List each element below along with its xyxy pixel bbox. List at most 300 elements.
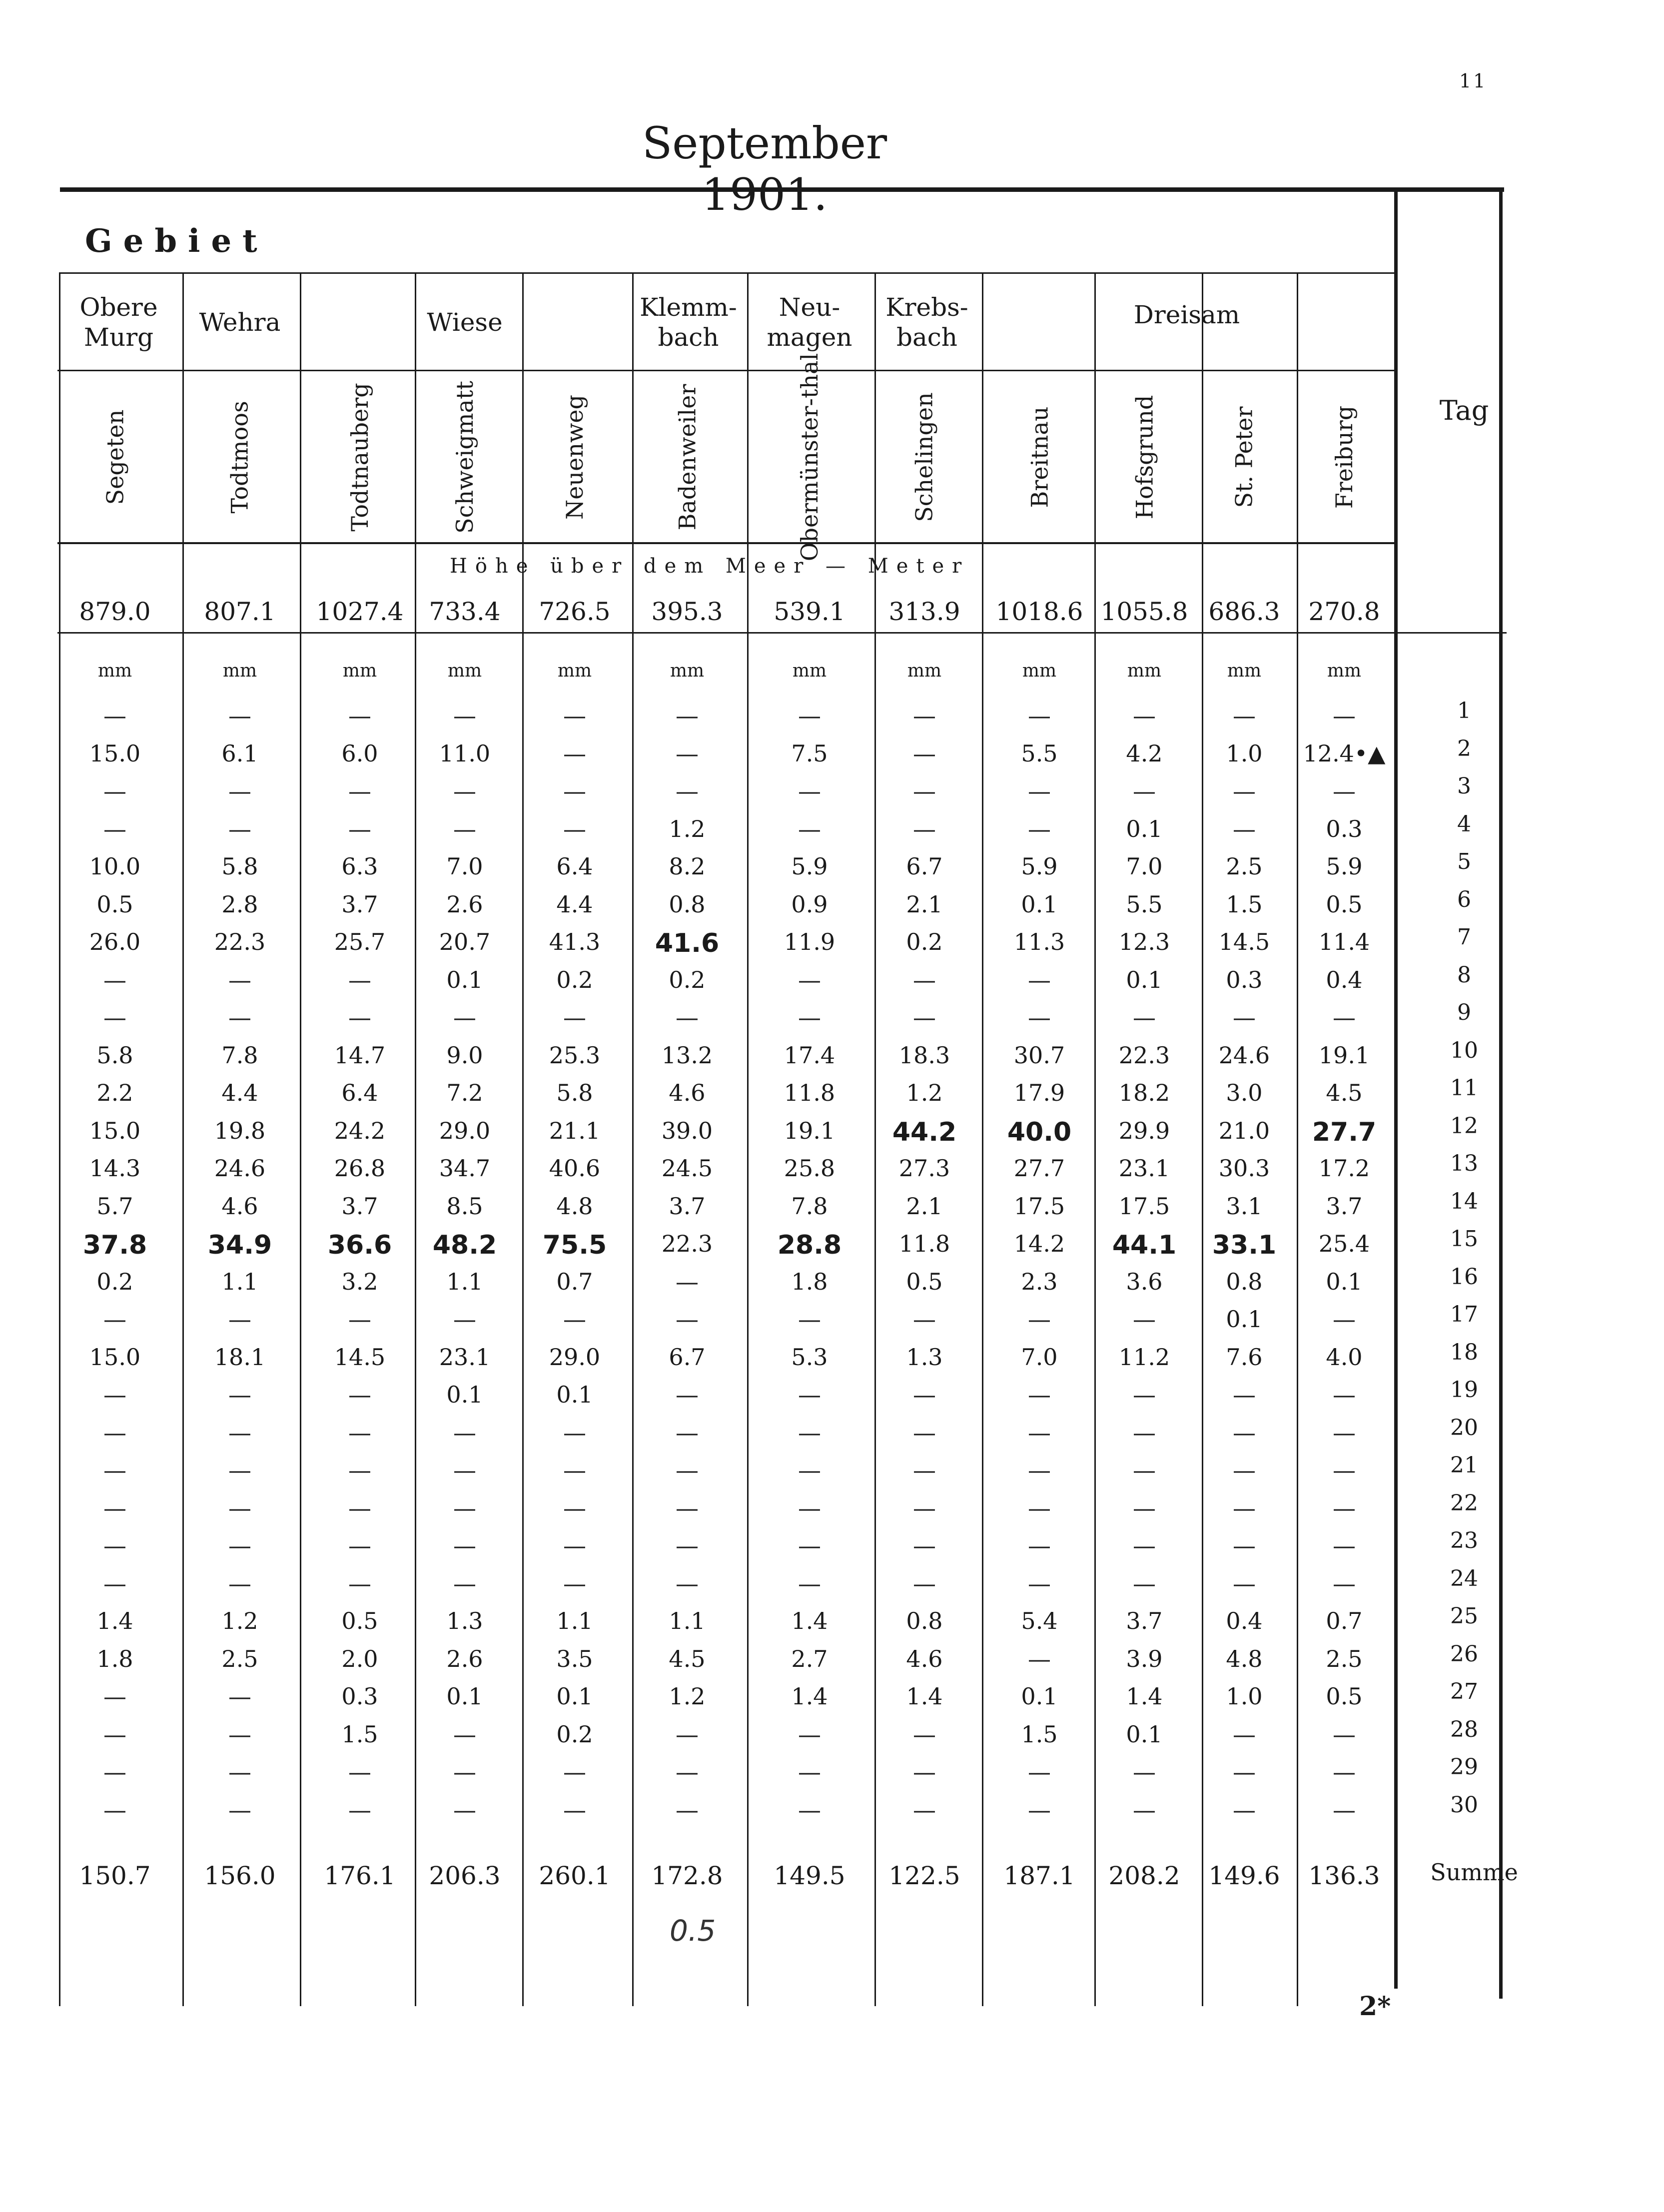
rainfall-value: — — [798, 1457, 821, 1483]
rainfall-value: — — [798, 1004, 821, 1031]
rainfall-value: 44.1 — [1112, 1230, 1177, 1260]
rainfall-value: — — [1028, 1419, 1051, 1446]
rainfall-value: — — [563, 740, 586, 767]
rainfall-value: — — [453, 1532, 476, 1559]
rainfall-value: — — [1333, 1721, 1356, 1748]
rainfall-value: 0.2 — [556, 1721, 593, 1748]
rainfall-value: — — [453, 1306, 476, 1333]
rainfall-value: 5.4 — [1021, 1607, 1058, 1634]
rainfall-value: — — [228, 815, 251, 842]
rainfall-value: — — [563, 777, 586, 804]
rainfall-value: — — [913, 1457, 936, 1483]
unit-label: mm — [670, 661, 705, 681]
rainfall-value: — — [563, 1796, 586, 1823]
unit-label: mm — [222, 661, 257, 681]
rainfall-value: — — [1028, 1532, 1051, 1559]
rainfall-value: 3.7 — [1326, 1193, 1363, 1220]
rainfall-value: 0.2 — [906, 928, 943, 955]
station-name: Todtmoos — [226, 401, 254, 514]
day-number: 4 — [1457, 811, 1471, 837]
column-sum: 136.3 — [1308, 1861, 1380, 1890]
rainfall-value: 1.1 — [446, 1268, 483, 1295]
rainfall-value: — — [453, 702, 476, 729]
unit-label: mm — [1227, 661, 1262, 681]
station-header — [1094, 375, 1194, 540]
rainfall-value: 1.5 — [1226, 891, 1263, 918]
rainfall-value: — — [453, 815, 476, 842]
rainfall-value: — — [798, 1796, 821, 1823]
station-elevation: 1055.8 — [1100, 597, 1188, 626]
rainfall-value: — — [1333, 1570, 1356, 1597]
rainfall-value: 5.8 — [556, 1079, 593, 1106]
day-number: 15 — [1450, 1226, 1478, 1252]
rainfall-value: 2.2 — [96, 1079, 133, 1106]
rainfall-value: 1.1 — [669, 1607, 706, 1634]
rainfall-value: 5.8 — [221, 853, 258, 880]
rainfall-value: 0.1 — [1021, 1683, 1058, 1710]
rainfall-value: — — [1133, 1570, 1156, 1597]
rainfall-value: — — [348, 1381, 371, 1408]
rainfall-value: 4.6 — [221, 1193, 258, 1220]
rainfall-value: — — [348, 1004, 371, 1031]
rainfall-value: 1.2 — [669, 1683, 706, 1710]
rainfall-value: 27.7 — [1312, 1117, 1377, 1147]
rainfall-value: — — [913, 1570, 936, 1597]
rainfall-value: 3.6 — [1126, 1268, 1163, 1295]
rainfall-value: — — [1333, 1004, 1356, 1031]
rainfall-value: 0.1 — [1126, 815, 1163, 842]
column-sum: 172.8 — [651, 1861, 723, 1890]
day-number: 8 — [1457, 962, 1471, 988]
rainfall-value: 1.3 — [906, 1344, 943, 1371]
day-number: 20 — [1450, 1415, 1478, 1441]
day-number: 5 — [1457, 849, 1471, 874]
rainfall-value: 2.6 — [446, 891, 483, 918]
rainfall-value: 0.5 — [1326, 1683, 1363, 1710]
day-number: 12 — [1450, 1113, 1478, 1139]
rainfall-value: — — [228, 966, 251, 993]
rainfall-value: 15.0 — [89, 1344, 141, 1371]
rainfall-value: 5.3 — [791, 1344, 828, 1371]
rainfall-value: — — [103, 1004, 126, 1031]
rainfall-value: 4.2 — [1126, 740, 1163, 767]
rainfall-value: — — [798, 1570, 821, 1597]
rainfall-value: — — [1028, 1796, 1051, 1823]
rainfall-value: 15.0 — [89, 1117, 141, 1144]
unit-label: mm — [907, 661, 942, 681]
station-elevation: 270.8 — [1308, 597, 1380, 626]
rainfall-value: — — [1233, 1570, 1256, 1597]
rainfall-value: 3.7 — [341, 1193, 378, 1220]
rainfall-value: — — [103, 1381, 126, 1408]
rainfall-value: — — [348, 777, 371, 804]
rainfall-value: 7.2 — [446, 1079, 483, 1106]
rainfall-value: 11.2 — [1118, 1344, 1170, 1371]
day-number: 22 — [1450, 1490, 1478, 1516]
rainfall-value: 3.9 — [1126, 1645, 1163, 1672]
page-title: September 1901. — [642, 117, 887, 220]
station-header — [310, 375, 410, 540]
rainfall-value: 19.8 — [214, 1117, 266, 1144]
page-number: 11 — [1459, 70, 1488, 92]
rainfall-value: 13.2 — [661, 1042, 713, 1069]
day-number: 19 — [1450, 1377, 1478, 1403]
rainfall-value: — — [1233, 1004, 1256, 1031]
rainfall-value: 18.2 — [1118, 1079, 1170, 1106]
station-name: Todtnauberg — [346, 383, 373, 532]
rainfall-value: 5.7 — [96, 1193, 133, 1220]
rainfall-value: 40.0 — [1007, 1117, 1072, 1147]
rainfall-value: 0.2 — [96, 1268, 133, 1295]
rainfall-value: — — [913, 966, 936, 993]
rainfall-value: — — [1233, 1532, 1256, 1559]
region-header: Krebs-bach — [885, 293, 968, 352]
rainfall-value: — — [563, 1457, 586, 1483]
rainfall-value: — — [1233, 1796, 1256, 1823]
rainfall-value: — — [1333, 1457, 1356, 1483]
rainfall-value: 34.7 — [439, 1155, 491, 1182]
rainfall-value: — — [563, 1532, 586, 1559]
rainfall-value: 24.6 — [214, 1155, 266, 1182]
rainfall-value: — — [453, 1419, 476, 1446]
rainfall-value: 2.5 — [1326, 1645, 1363, 1672]
rainfall-value: 7.0 — [446, 853, 483, 880]
station-elevation: 539.1 — [774, 597, 845, 626]
station-name: St. Peter — [1231, 406, 1258, 508]
rainfall-value: 6.3 — [341, 853, 378, 880]
rainfall-value: 0.1 — [1126, 1721, 1163, 1748]
rainfall-value: 26.8 — [334, 1155, 386, 1182]
rainfall-value: — — [228, 1532, 251, 1559]
rainfall-value: — — [1233, 1381, 1256, 1408]
rainfall-value: 3.2 — [341, 1268, 378, 1295]
station-name: Neuenweg — [561, 395, 588, 520]
rainfall-value: 11.8 — [784, 1079, 835, 1106]
rainfall-value: — — [676, 1494, 699, 1521]
station-elevation: 807.1 — [204, 597, 276, 626]
rainfall-value: 2.0 — [341, 1645, 378, 1672]
rainfall-value: 34.9 — [207, 1230, 272, 1260]
rainfall-value: 36.6 — [327, 1230, 392, 1260]
rainfall-value: 1.4 — [791, 1607, 828, 1634]
rainfall-value: 5.5 — [1126, 891, 1163, 918]
rainfall-value: 6.1 — [221, 740, 258, 767]
rainfall-value: — — [913, 1381, 936, 1408]
rainfall-value: 6.7 — [906, 853, 943, 880]
rainfall-value: — — [1233, 1758, 1256, 1785]
rainfall-value: — — [103, 777, 126, 804]
rainfall-value: — — [228, 777, 251, 804]
rainfall-value: 1.3 — [446, 1607, 483, 1634]
rainfall-value: — — [228, 1721, 251, 1748]
rainfall-value: 2.8 — [221, 891, 258, 918]
station-header — [874, 375, 974, 540]
rainfall-value: 14.7 — [334, 1042, 386, 1069]
rainfall-value: 0.8 — [1226, 1268, 1263, 1295]
rainfall-value: 0.3 — [341, 1683, 378, 1710]
rainfall-value: — — [348, 1532, 371, 1559]
rainfall-value: — — [676, 1721, 699, 1748]
rainfall-value: 4.6 — [669, 1079, 706, 1106]
page-footer-signature: 2* — [1359, 1991, 1391, 2022]
rainfall-value: — — [228, 1796, 251, 1823]
elevation-caption: Höhe über dem Meer — Meter — [450, 555, 970, 578]
rainfall-value: 0.3 — [1226, 966, 1263, 993]
rainfall-value: — — [676, 1268, 699, 1295]
station-header — [1294, 375, 1394, 540]
rainfall-value: — — [1333, 1306, 1356, 1333]
rainfall-value: — — [103, 1457, 126, 1483]
rainfall-value: 14.5 — [334, 1344, 386, 1371]
rainfall-value: — — [348, 1306, 371, 1333]
station-name: Schweigmatt — [451, 381, 479, 534]
rainfall-value: 37.8 — [82, 1230, 147, 1260]
rainfall-value: — — [348, 1457, 371, 1483]
rainfall-value: — — [676, 1570, 699, 1597]
column-sum: 156.0 — [204, 1861, 276, 1890]
rainfall-value: 22.3 — [214, 928, 266, 955]
rainfall-value: — — [798, 1419, 821, 1446]
rainfall-value: — — [913, 1532, 936, 1559]
station-header — [1194, 375, 1294, 540]
rainfall-value: — — [228, 1381, 251, 1408]
rainfall-value: 4.8 — [1226, 1645, 1263, 1672]
rainfall-value: 75.5 — [542, 1230, 607, 1260]
station-elevation: 313.9 — [888, 597, 960, 626]
rainfall-value: 0.1 — [1326, 1268, 1363, 1295]
rainfall-value: 2.7 — [791, 1645, 828, 1672]
region-header: Neu-magen — [767, 293, 852, 352]
rainfall-value: — — [228, 1570, 251, 1597]
sum-label: Summe — [1430, 1859, 1518, 1886]
rainfall-value: 17.5 — [1013, 1193, 1065, 1220]
rainfall-value: — — [676, 1419, 699, 1446]
rainfall-value: — — [1133, 1419, 1156, 1446]
rainfall-value: — — [348, 1419, 371, 1446]
rainfall-value: 3.0 — [1226, 1079, 1263, 1106]
rainfall-value: 25.3 — [549, 1042, 601, 1069]
day-number: 21 — [1450, 1453, 1478, 1478]
rainfall-value: 17.9 — [1013, 1079, 1065, 1106]
rainfall-value: 7.0 — [1126, 853, 1163, 880]
rainfall-value: 19.1 — [784, 1117, 835, 1144]
rainfall-value: — — [103, 1419, 126, 1446]
station-name: Hofsgrund — [1131, 395, 1158, 520]
rainfall-value: 11.9 — [784, 928, 835, 955]
rainfall-value: 14.3 — [89, 1155, 141, 1182]
station-elevation: 1027.4 — [316, 597, 404, 626]
rainfall-value: — — [453, 1494, 476, 1521]
unit-label: mm — [447, 661, 482, 681]
rainfall-value: — — [913, 702, 936, 729]
rainfall-value: 0.1 — [1021, 891, 1058, 918]
rainfall-value: — — [1233, 1419, 1256, 1446]
rainfall-value: 25.7 — [334, 928, 386, 955]
rainfall-value: — — [228, 1683, 251, 1710]
rainfall-value: — — [1028, 777, 1051, 804]
rainfall-value: — — [1133, 1004, 1156, 1031]
gebiet-label: Gebiet — [85, 222, 268, 260]
rainfall-value: — — [1028, 1494, 1051, 1521]
rainfall-value: — — [1028, 1306, 1051, 1333]
rainfall-value: 4.4 — [221, 1079, 258, 1106]
rainfall-value: — — [1028, 1381, 1051, 1408]
unit-label: mm — [792, 661, 827, 681]
rainfall-value: 1.1 — [556, 1607, 593, 1634]
rainfall-value: — — [103, 1494, 126, 1521]
rainfall-value: 2.5 — [221, 1645, 258, 1672]
rainfall-value: — — [453, 1721, 476, 1748]
rainfall-value: — — [798, 815, 821, 842]
rainfall-value: — — [1333, 1796, 1356, 1823]
rainfall-value: — — [453, 1796, 476, 1823]
handwritten-note: 0.5 — [670, 1914, 716, 1948]
rainfall-value: 15.0 — [89, 740, 141, 767]
day-number: 25 — [1450, 1603, 1478, 1629]
rainfall-value: 1.5 — [1021, 1721, 1058, 1748]
region-header: Obere Murg — [79, 293, 158, 352]
rainfall-value: 6.4 — [556, 853, 593, 880]
rainfall-value: 0.9 — [791, 891, 828, 918]
rainfall-value: — — [1028, 702, 1051, 729]
rainfall-value: 3.7 — [341, 891, 378, 918]
station-name: Breitnau — [1026, 406, 1053, 508]
day-number: 1 — [1457, 698, 1471, 724]
rainfall-value: 3.7 — [1126, 1607, 1163, 1634]
rainfall-value: — — [676, 702, 699, 729]
rainfall-value: 1.1 — [221, 1268, 258, 1295]
rainfall-value: — — [1333, 1758, 1356, 1785]
rainfall-value: — — [1028, 1004, 1051, 1031]
station-header — [637, 375, 737, 540]
station-name: Segeten — [101, 409, 128, 505]
rainfall-value: 3.1 — [1226, 1193, 1263, 1220]
rainfall-value: 26.0 — [89, 928, 141, 955]
rainfall-value: — — [228, 1004, 251, 1031]
rainfall-value: — — [103, 1570, 126, 1597]
rainfall-value: — — [1133, 1796, 1156, 1823]
rainfall-value: — — [676, 1457, 699, 1483]
rainfall-value: 0.1 — [1126, 966, 1163, 993]
rainfall-value: — — [1233, 1721, 1256, 1748]
rainfall-value: 18.1 — [214, 1344, 266, 1371]
rainfall-value: — — [563, 1570, 586, 1597]
station-name: Freiburg — [1331, 405, 1358, 509]
rainfall-value: — — [228, 702, 251, 729]
rainfall-value: — — [563, 1306, 586, 1333]
region-header: Wiese — [427, 308, 503, 337]
rainfall-value: 10.0 — [89, 853, 141, 880]
rainfall-value: — — [1028, 1457, 1051, 1483]
rainfall-value: — — [453, 1570, 476, 1597]
column-sum: 122.5 — [888, 1861, 960, 1890]
rainfall-value: 2.5 — [1226, 853, 1263, 880]
rainfall-value: — — [1028, 1645, 1051, 1672]
rainfall-value: — — [676, 1796, 699, 1823]
day-number: 13 — [1450, 1151, 1478, 1176]
station-name: Badenweiler — [674, 384, 701, 531]
day-number: 7 — [1457, 924, 1471, 950]
rainfall-value: — — [798, 1758, 821, 1785]
day-number: 6 — [1457, 887, 1471, 912]
station-header — [760, 353, 859, 562]
rainfall-value: — — [913, 1721, 936, 1748]
rainfall-value: 1.4 — [1126, 1683, 1163, 1710]
rainfall-value: 1.4 — [96, 1607, 133, 1634]
rainfall-value: 24.2 — [334, 1117, 386, 1144]
rainfall-value: — — [563, 1004, 586, 1031]
rainfall-value: 4.8 — [556, 1193, 593, 1220]
rainfall-value: — — [228, 1494, 251, 1521]
station-elevation: 395.3 — [651, 597, 723, 626]
rainfall-value: 29.0 — [439, 1117, 491, 1144]
rainfall-value: 0.1 — [556, 1381, 593, 1408]
rainfall-value: 48.2 — [432, 1230, 497, 1260]
rainfall-value: — — [913, 1004, 936, 1031]
rainfall-value: 27.7 — [1013, 1155, 1065, 1182]
rainfall-value: 23.1 — [439, 1344, 491, 1371]
rainfall-value: — — [798, 777, 821, 804]
rainfall-value: — — [348, 1494, 371, 1521]
rainfall-value: 29.9 — [1118, 1117, 1170, 1144]
rainfall-value: — — [348, 966, 371, 993]
station-header — [415, 375, 515, 540]
day-number: 23 — [1450, 1528, 1478, 1553]
rainfall-value: 7.8 — [791, 1193, 828, 1220]
rainfall-value: — — [1233, 1494, 1256, 1521]
rainfall-value: 6.4 — [341, 1079, 378, 1106]
rainfall-value: 4.5 — [1326, 1079, 1363, 1106]
rainfall-value: 12.3 — [1118, 928, 1170, 955]
station-name: Obermünster-thal — [796, 353, 823, 562]
rainfall-value: — — [676, 1004, 699, 1031]
rainfall-value: 7.6 — [1226, 1344, 1263, 1371]
rainfall-value: — — [1333, 1494, 1356, 1521]
rainfall-value: 0.2 — [556, 966, 593, 993]
rainfall-value: — — [103, 1721, 126, 1748]
day-number: 24 — [1450, 1566, 1478, 1591]
rainfall-value: 41.3 — [549, 928, 601, 955]
rainfall-value: — — [798, 1381, 821, 1408]
rainfall-value: — — [913, 777, 936, 804]
rainfall-value: 7.0 — [1021, 1344, 1058, 1371]
day-number: 2 — [1457, 736, 1471, 761]
rainfall-value: 0.3 — [1326, 815, 1363, 842]
rainfall-value: — — [913, 1796, 936, 1823]
rainfall-value: — — [1233, 702, 1256, 729]
rainfall-value: — — [676, 1381, 699, 1408]
rainfall-value: 0.8 — [906, 1607, 943, 1634]
rainfall-value: — — [348, 1758, 371, 1785]
rainfall-value: 6.0 — [341, 740, 378, 767]
day-number: 26 — [1450, 1641, 1478, 1667]
rainfall-value: 6.7 — [669, 1344, 706, 1371]
rainfall-value: 1.5 — [341, 1721, 378, 1748]
rainfall-value: 14.2 — [1013, 1230, 1065, 1257]
rainfall-value: 12.4•▲ — [1303, 740, 1386, 767]
column-sum: 150.7 — [79, 1861, 151, 1890]
rainfall-value: 1.0 — [1226, 740, 1263, 767]
rainfall-value: 33.1 — [1212, 1230, 1277, 1260]
day-number: 16 — [1450, 1264, 1478, 1290]
rainfall-value: 1.4 — [906, 1683, 943, 1710]
rainfall-value: — — [676, 1532, 699, 1559]
unit-label: mm — [97, 661, 132, 681]
rainfall-value: — — [103, 1683, 126, 1710]
rainfall-value: — — [1133, 1306, 1156, 1333]
rainfall-value: — — [798, 1721, 821, 1748]
rainfall-value: — — [103, 1796, 126, 1823]
